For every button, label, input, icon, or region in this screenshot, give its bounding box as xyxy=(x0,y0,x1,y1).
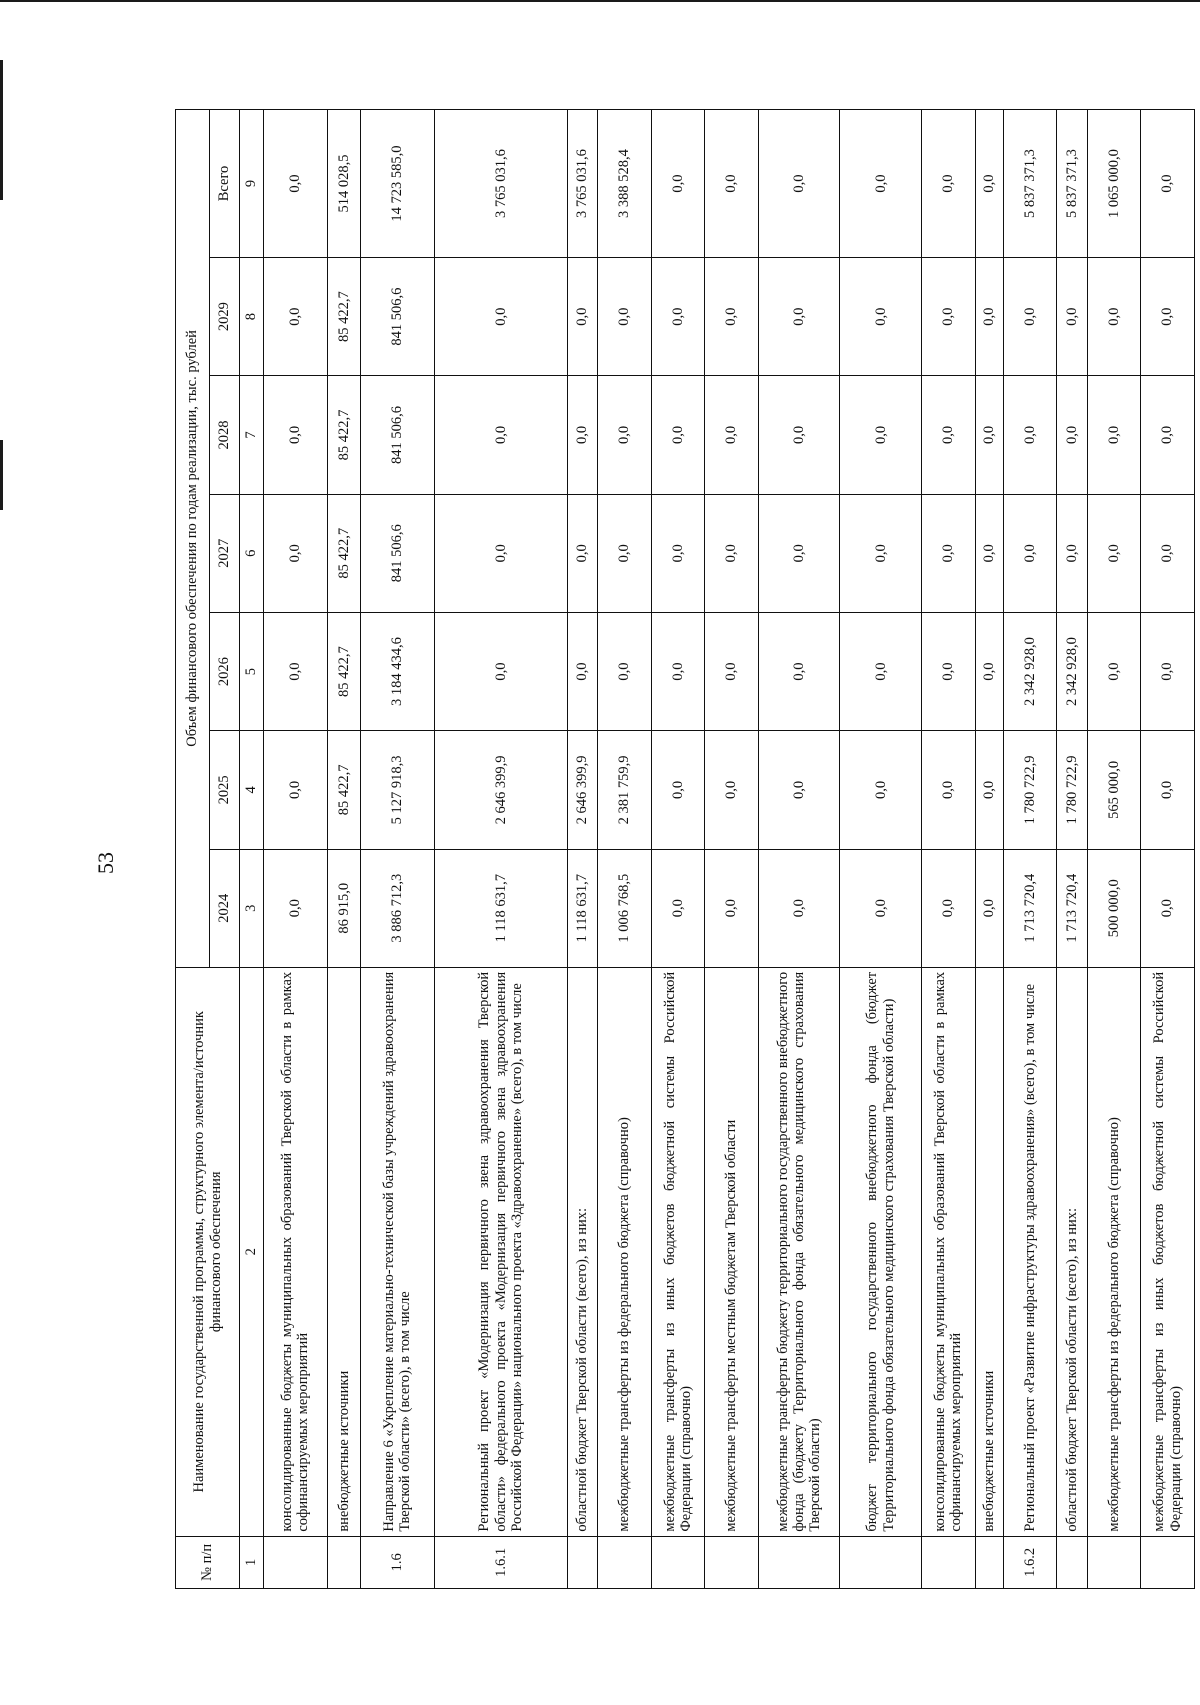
row-year-value: 0,0 xyxy=(758,612,840,730)
row-total-value: 0,0 xyxy=(758,110,840,258)
col-number: 3 xyxy=(240,849,264,967)
row-year-value: 0,0 xyxy=(1141,376,1195,494)
scan-edge-left xyxy=(0,60,3,200)
scan-edge-left-lower xyxy=(0,440,3,510)
row-year-value: 0,0 xyxy=(264,849,328,967)
row-name: Региональный проект «Модернизация первичного звена здравоохранения Тверской области» федерального проекта «Модернизация первичного звена здравоохранения Российской Федерации» национального проекта «Здравоохранение» (всего), в том числе xyxy=(434,967,567,1536)
row-year-value: 0,0 xyxy=(975,257,1003,375)
row-year-value: 0,0 xyxy=(705,612,759,730)
row-year-value: 0,0 xyxy=(598,494,652,612)
row-year-value: 0,0 xyxy=(264,731,328,849)
row-number xyxy=(1141,1536,1195,1588)
table-row xyxy=(264,110,328,1589)
row-name: внебюджетные источники xyxy=(975,967,1003,1536)
row-year-value: 0,0 xyxy=(434,612,567,730)
table-row xyxy=(975,110,1003,1589)
row-name: областной бюджет Тверской области (всего), из них: xyxy=(1057,967,1088,1536)
row-year-value: 0,0 xyxy=(840,612,922,730)
row-name: консолидированные бюджеты муниципальных образований Тверской области в рамках софинансируемых мероприятий xyxy=(922,967,976,1536)
row-total-value: 0,0 xyxy=(264,110,328,258)
header-no: № п/п xyxy=(176,1536,240,1588)
row-year-value: 0,0 xyxy=(1057,494,1088,612)
row-year-value: 0,0 xyxy=(975,731,1003,849)
row-name: межбюджетные трансферты из федерального бюджета (справочно) xyxy=(1087,967,1141,1536)
row-year-value: 0,0 xyxy=(705,257,759,375)
row-year-value: 0,0 xyxy=(1003,494,1057,612)
row-year-value: 1 780 722,9 xyxy=(1003,731,1057,849)
header-name: Наименование государственной программы, структурного элемента/источник финансового обеспечения xyxy=(176,967,240,1536)
row-year-value: 0,0 xyxy=(705,731,759,849)
finance-table xyxy=(175,109,1195,1589)
row-number xyxy=(567,1536,598,1588)
header-year: 2025 xyxy=(210,731,240,849)
table-row xyxy=(1087,110,1141,1589)
row-name: межбюджетные трансферты из иных бюджетов бюджетной системы Российской Федерации (справочно) xyxy=(1141,967,1195,1536)
row-year-value: 1 118 631,7 xyxy=(567,849,598,967)
row-number xyxy=(651,1536,705,1588)
row-year-value: 0,0 xyxy=(922,376,976,494)
row-year-value: 2 342 928,0 xyxy=(1003,612,1057,730)
row-year-value: 85 422,7 xyxy=(327,257,360,375)
row-year-value: 0,0 xyxy=(1087,612,1141,730)
row-total-value: 5 837 371,3 xyxy=(1057,110,1088,258)
row-year-value: 0,0 xyxy=(651,731,705,849)
row-total-value: 0,0 xyxy=(705,110,759,258)
row-year-value: 0,0 xyxy=(264,376,328,494)
row-year-value: 2 342 928,0 xyxy=(1057,612,1088,730)
row-year-value: 0,0 xyxy=(1057,376,1088,494)
row-total-value: 0,0 xyxy=(1141,110,1195,258)
table-row xyxy=(1003,110,1057,1589)
row-year-value: 85 422,7 xyxy=(327,494,360,612)
row-year-value: 0,0 xyxy=(1141,494,1195,612)
row-name: межбюджетные трансферты из федерального бюджета (справочно) xyxy=(598,967,652,1536)
row-year-value: 0,0 xyxy=(567,376,598,494)
row-year-value: 0,0 xyxy=(598,376,652,494)
row-name: Направление 6 «Укрепление материально-технической базы учреждений здравоохранения Тверской области» (всего), в том числе xyxy=(360,967,434,1536)
row-year-value: 85 422,7 xyxy=(327,376,360,494)
row-number xyxy=(705,1536,759,1588)
row-total-value: 1 065 000,0 xyxy=(1087,110,1141,258)
row-year-value: 0,0 xyxy=(598,257,652,375)
header-year: 2026 xyxy=(210,612,240,730)
row-year-value: 0,0 xyxy=(975,494,1003,612)
table-row xyxy=(705,110,759,1589)
header-year: 2027 xyxy=(210,494,240,612)
row-year-value: 1 118 631,7 xyxy=(434,849,567,967)
row-year-value: 0,0 xyxy=(651,849,705,967)
row-name: межбюджетные трансферты бюджету территориального государственного внебюджетного фонда (бюджету Территориального фонда обязательного медицинского страхования Тверской области) xyxy=(758,967,840,1536)
row-number: 1.6 xyxy=(360,1536,434,1588)
table-row xyxy=(1057,110,1088,1589)
row-year-value: 0,0 xyxy=(975,376,1003,494)
row-year-value: 841 506,6 xyxy=(360,494,434,612)
table-row xyxy=(434,110,567,1589)
row-year-value: 0,0 xyxy=(840,849,922,967)
row-number xyxy=(922,1536,976,1588)
row-year-value: 0,0 xyxy=(651,494,705,612)
row-year-value: 1 006 768,5 xyxy=(598,849,652,967)
row-year-value: 0,0 xyxy=(975,612,1003,730)
row-year-value: 0,0 xyxy=(840,731,922,849)
row-name: межбюджетные трансферты местным бюджетам Тверской области xyxy=(705,967,759,1536)
table-row xyxy=(651,110,705,1589)
row-number xyxy=(758,1536,840,1588)
row-year-value: 85 422,7 xyxy=(327,612,360,730)
row-year-value: 0,0 xyxy=(651,612,705,730)
row-year-value: 0,0 xyxy=(758,257,840,375)
header-year: 2028 xyxy=(210,376,240,494)
row-year-value: 1 713 720,4 xyxy=(1057,849,1088,967)
table-row xyxy=(758,110,840,1589)
col-number: 9 xyxy=(240,110,264,258)
row-year-value: 0,0 xyxy=(1141,731,1195,849)
row-year-value: 0,0 xyxy=(922,731,976,849)
row-year-value: 0,0 xyxy=(1003,257,1057,375)
row-year-value: 841 506,6 xyxy=(360,376,434,494)
row-year-value: 0,0 xyxy=(1141,849,1195,967)
table-row xyxy=(327,110,360,1589)
row-year-value: 2 646 399,9 xyxy=(434,731,567,849)
row-year-value: 86 915,0 xyxy=(327,849,360,967)
row-year-value: 0,0 xyxy=(1003,376,1057,494)
row-number xyxy=(975,1536,1003,1588)
row-year-value: 0,0 xyxy=(840,494,922,612)
row-number xyxy=(264,1536,328,1588)
row-year-value: 0,0 xyxy=(567,257,598,375)
row-year-value: 0,0 xyxy=(264,494,328,612)
table-row xyxy=(1141,110,1195,1589)
row-name: бюджет территориального государственного внебюджетного фонда (бюджет Территориального фонда обязательного медицинского страхования Тверской области) xyxy=(840,967,922,1536)
row-year-value: 2 646 399,9 xyxy=(567,731,598,849)
row-total-value: 3 765 031,6 xyxy=(434,110,567,258)
row-year-value: 500 000,0 xyxy=(1087,849,1141,967)
row-year-value: 0,0 xyxy=(264,257,328,375)
row-year-value: 0,0 xyxy=(1087,257,1141,375)
row-year-value: 0,0 xyxy=(922,612,976,730)
col-number: 6 xyxy=(240,494,264,612)
header-year: 2029 xyxy=(210,257,240,375)
row-year-value: 0,0 xyxy=(758,494,840,612)
row-year-value: 0,0 xyxy=(705,494,759,612)
row-total-value: 5 837 371,3 xyxy=(1003,110,1057,258)
col-number: 2 xyxy=(240,967,264,1536)
row-year-value: 0,0 xyxy=(840,257,922,375)
row-total-value: 0,0 xyxy=(975,110,1003,258)
table-row xyxy=(360,110,434,1589)
row-year-value: 0,0 xyxy=(434,376,567,494)
col-number: 5 xyxy=(240,612,264,730)
header-total: Всего xyxy=(210,110,240,258)
row-number xyxy=(1087,1536,1141,1588)
col-number: 1 xyxy=(240,1536,264,1588)
row-year-value: 0,0 xyxy=(840,376,922,494)
col-number: 4 xyxy=(240,731,264,849)
row-year-value: 0,0 xyxy=(651,376,705,494)
row-number xyxy=(327,1536,360,1588)
row-year-value: 0,0 xyxy=(975,849,1003,967)
finance-table-frame xyxy=(175,109,1195,1589)
row-total-value: 14 723 585,0 xyxy=(360,110,434,258)
scan-edge-top xyxy=(0,0,1200,2)
row-year-value: 0,0 xyxy=(1087,376,1141,494)
row-name: консолидированные бюджеты муниципальных образований Тверской области в рамках софинансируемых мероприятий xyxy=(264,967,328,1536)
table-row xyxy=(840,110,922,1589)
row-name: внебюджетные источники xyxy=(327,967,360,1536)
table-row xyxy=(567,110,598,1589)
row-name: Региональный проект «Развитие инфраструктуры здравоохранения» (всего), в том числе xyxy=(1003,967,1057,1536)
row-year-value: 0,0 xyxy=(922,849,976,967)
row-year-value: 1 780 722,9 xyxy=(1057,731,1088,849)
row-year-value: 3 886 712,3 xyxy=(360,849,434,967)
row-total-value: 3 765 031,6 xyxy=(567,110,598,258)
row-total-value: 0,0 xyxy=(840,110,922,258)
row-year-value: 0,0 xyxy=(705,849,759,967)
row-total-value: 0,0 xyxy=(922,110,976,258)
row-number xyxy=(1057,1536,1088,1588)
row-year-value: 565 000,0 xyxy=(1087,731,1141,849)
row-year-value: 0,0 xyxy=(705,376,759,494)
col-number: 8 xyxy=(240,257,264,375)
row-year-value: 0,0 xyxy=(567,494,598,612)
row-name: областной бюджет Тверской области (всего), из них: xyxy=(567,967,598,1536)
page-number: 53 xyxy=(93,852,118,874)
row-year-value: 0,0 xyxy=(758,731,840,849)
row-number xyxy=(598,1536,652,1588)
row-year-value: 0,0 xyxy=(1141,612,1195,730)
row-year-value: 2 381 759,9 xyxy=(598,731,652,849)
row-year-value: 0,0 xyxy=(922,257,976,375)
row-year-value: 0,0 xyxy=(758,849,840,967)
row-year-value: 3 184 434,6 xyxy=(360,612,434,730)
row-year-value: 0,0 xyxy=(922,494,976,612)
row-year-value: 1 713 720,4 xyxy=(1003,849,1057,967)
col-number: 7 xyxy=(240,376,264,494)
row-total-value: 3 388 528,4 xyxy=(598,110,652,258)
row-year-value: 0,0 xyxy=(434,257,567,375)
row-year-value: 0,0 xyxy=(598,612,652,730)
row-year-value: 0,0 xyxy=(1141,257,1195,375)
row-year-value: 5 127 918,3 xyxy=(360,731,434,849)
row-number: 1.6.2 xyxy=(1003,1536,1057,1588)
table-row xyxy=(922,110,976,1589)
row-year-value: 85 422,7 xyxy=(327,731,360,849)
table-row xyxy=(598,110,652,1589)
row-year-value: 0,0 xyxy=(758,376,840,494)
row-year-value: 0,0 xyxy=(1087,494,1141,612)
row-year-value: 841 506,6 xyxy=(360,257,434,375)
header-volume: Объем финансового обеспечения по годам реализации, тыс. рублей xyxy=(176,110,210,968)
row-year-value: 0,0 xyxy=(1057,257,1088,375)
header-year: 2024 xyxy=(210,849,240,967)
row-total-value: 0,0 xyxy=(651,110,705,258)
row-year-value: 0,0 xyxy=(567,612,598,730)
row-number: 1.6.1 xyxy=(434,1536,567,1588)
row-year-value: 0,0 xyxy=(434,494,567,612)
row-number xyxy=(840,1536,922,1588)
row-name: межбюджетные трансферты из иных бюджетов бюджетной системы Российской Федерации (справочно) xyxy=(651,967,705,1536)
row-year-value: 0,0 xyxy=(264,612,328,730)
row-year-value: 0,0 xyxy=(651,257,705,375)
row-total-value: 514 028,5 xyxy=(327,110,360,258)
